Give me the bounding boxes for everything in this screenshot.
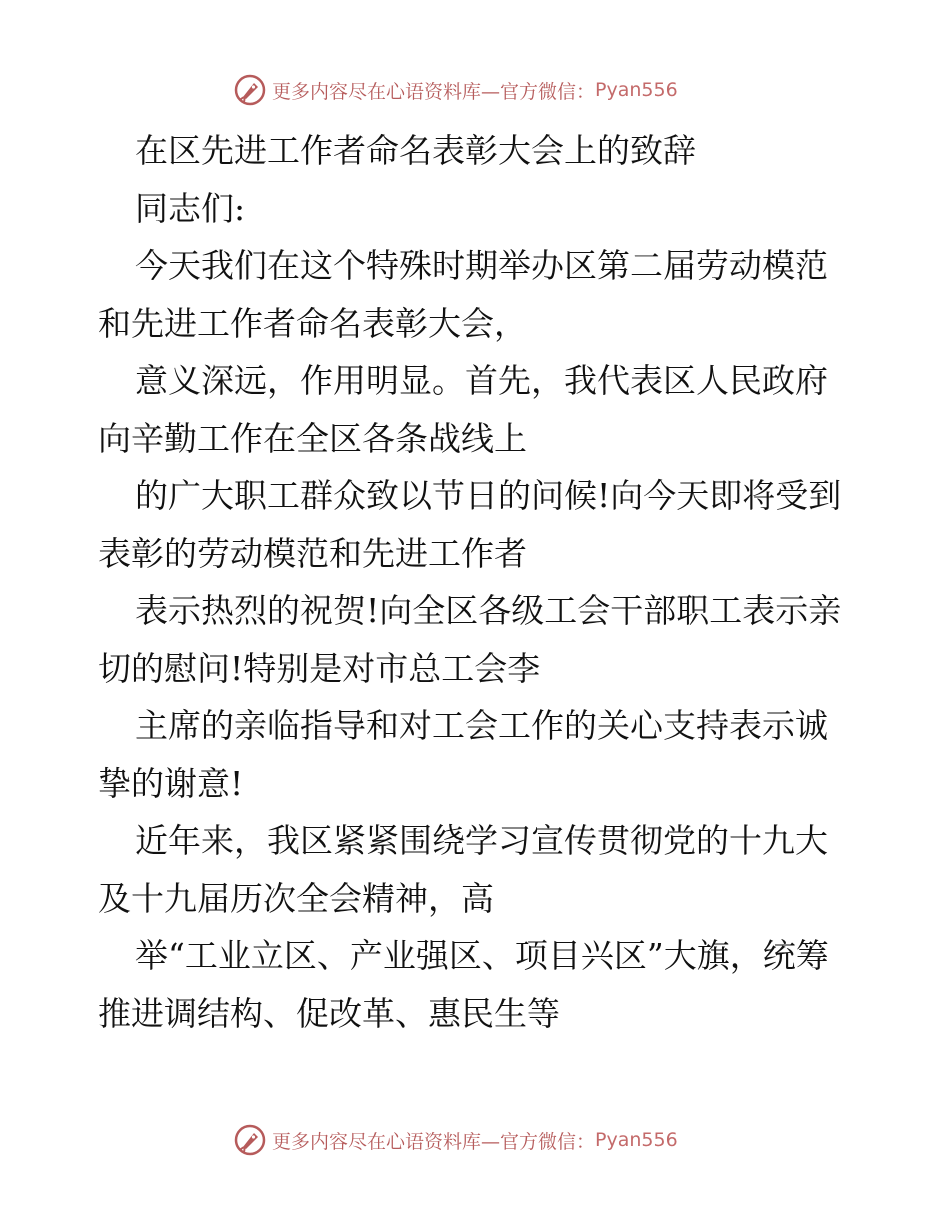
- watermark-header: [234, 70, 678, 110]
- watermark-text: 更多内容尽在心语资料库—官方微信：: [272, 80, 596, 103]
- paragraph: 举“工业立区、产业强区、项目兴区”大旗，统筹推进调结构、促改革、惠民生等: [98, 936, 829, 1033]
- watermark-text: 更多内容尽在心语资料库—官方微信：: [272, 1130, 596, 1153]
- paragraph: 的广大职工群众致以节日的问候!向今天即将受到表彰的劳动模范和先进工作者: [98, 476, 842, 573]
- paragraph: 意义深远，作用明显。首先，我代表区人民政府向辛勤工作在全区各条战线上: [98, 361, 828, 458]
- document-title: 在区先进工作者命名表彰大会上的致辞: [135, 131, 696, 170]
- greeting: 同志们:: [135, 188, 246, 228]
- pen-nib-logo-icon: [234, 1124, 266, 1156]
- document-body: [98, 122, 858, 1042]
- paragraph: 表示热烈的祝贺!向全区各级工会干部职工表示亲切的慰问!特别是对市总工会李: [98, 591, 842, 688]
- paragraph: 今天我们在这个特殊时期举办区第二届劳动模范和先进工作者命名表彰大会，: [98, 246, 828, 343]
- paragraph: 主席的亲临指导和对工会工作的关心支持表示诚挚的谢意!: [98, 706, 828, 803]
- pen-nib-logo-icon: [234, 74, 266, 106]
- paragraph: 近年来，我区紧紧围绕学习宣传贯彻党的十九大及十九届历次全会精神，高: [98, 821, 828, 918]
- watermark-footer: [234, 1120, 678, 1160]
- watermark-wechat-id: Pyan556: [595, 1129, 678, 1151]
- watermark-wechat-id: Pyan556: [595, 79, 678, 101]
